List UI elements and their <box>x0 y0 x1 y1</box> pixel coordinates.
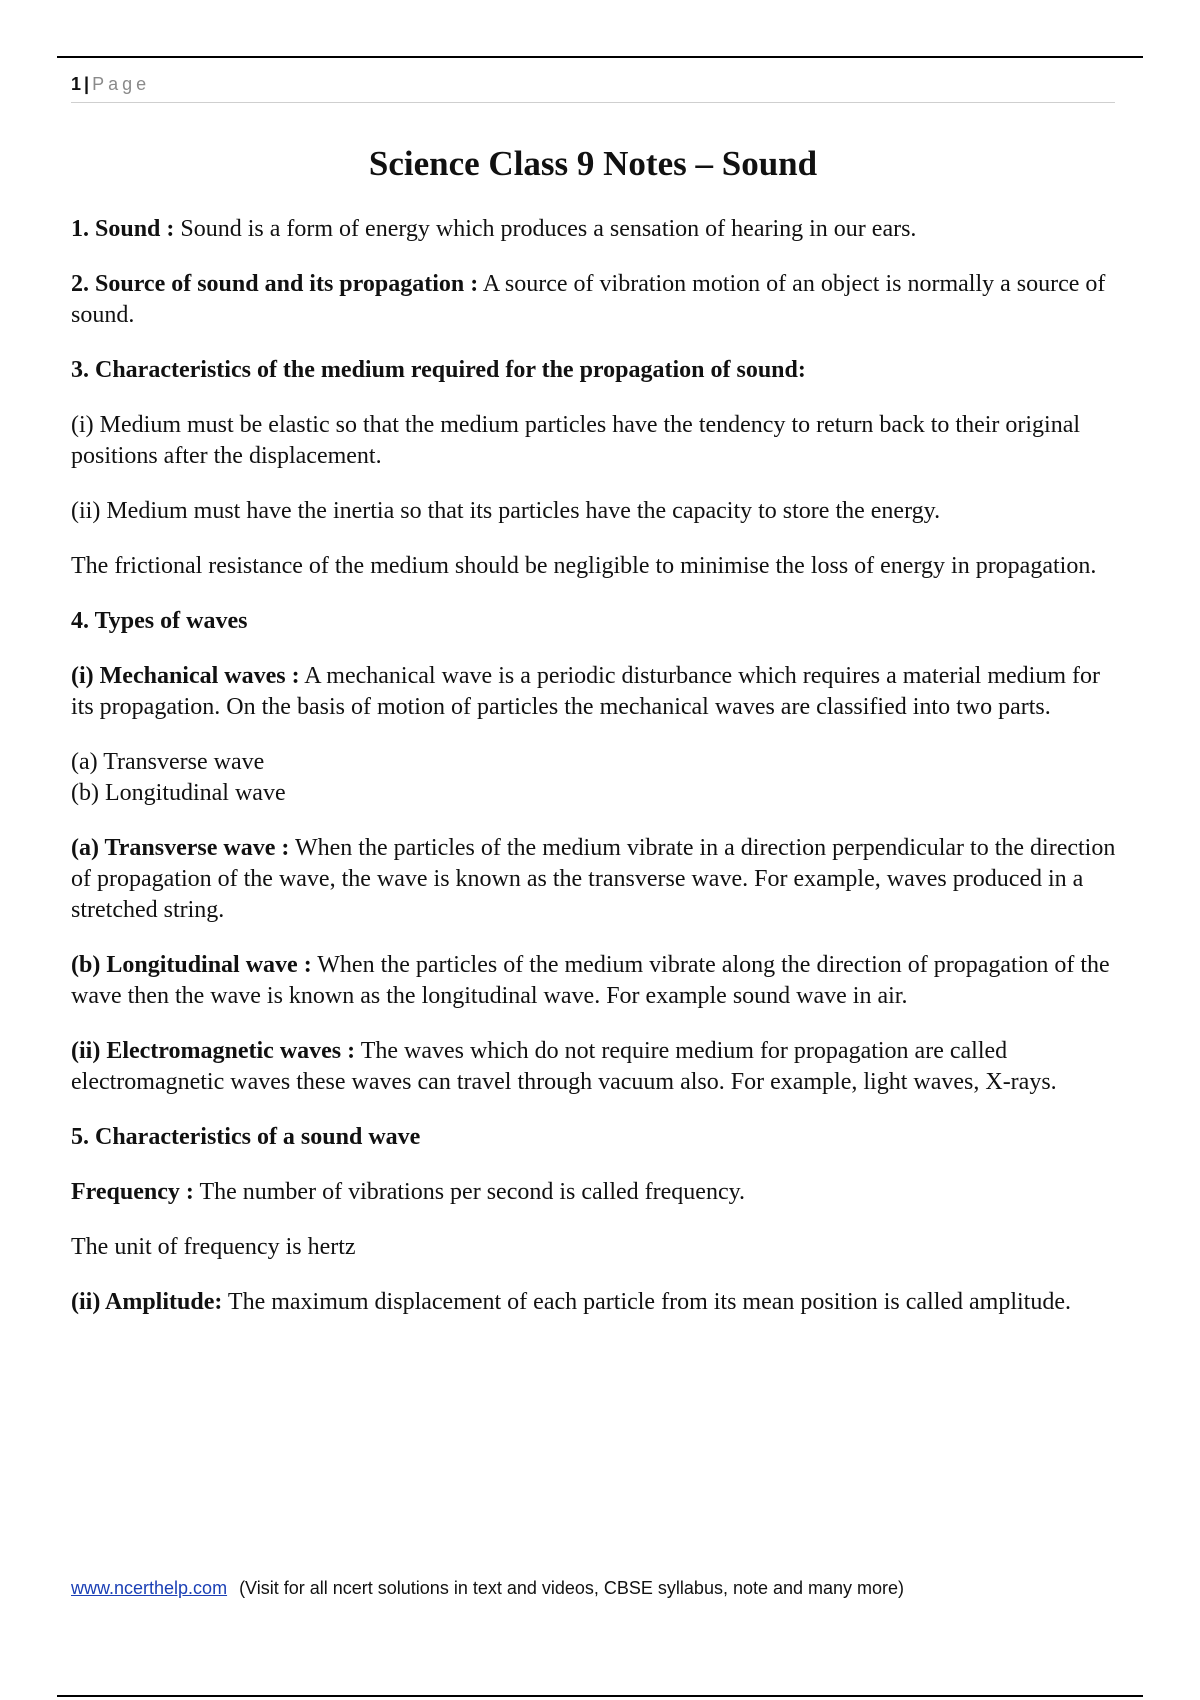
medium-point-i: (i) Medium must be elastic so that the medium particles have the tendency to return back to their original positions after the displacement. <box>71 412 1081 469</box>
page-label: Page <box>92 74 151 94</box>
section-text: When the particles of the medium vibrate in a direction perpendicular to the direction of propagation of the wave, the wave is known as the transverse wave. For example, waves produced in a stretched string. <box>71 835 1116 923</box>
frequency <box>71 1177 1116 1208</box>
page-footer <box>71 1576 1131 1600</box>
section-label: Frequency : <box>71 1179 194 1205</box>
amplitude <box>71 1287 1116 1318</box>
frequency-unit: The unit of frequency is hertz <box>71 1234 356 1260</box>
section-label: (i) Mechanical waves : <box>71 663 300 689</box>
section-text: A source of vibration motion of an object is normally a source of sound. <box>71 271 1106 328</box>
page-header <box>71 72 1115 103</box>
mechanical-waves <box>71 661 1116 723</box>
section-medium-heading <box>71 355 1116 386</box>
section-text: The maximum displacement of each particle from its mean position is called amplitude. <box>227 1289 1072 1315</box>
medium-note: The frictional resistance of the medium should be negligible to minimise the loss of energy in propagation. <box>71 553 1097 579</box>
section-label: (a) Transverse wave : <box>71 835 290 861</box>
section-heading: 3. Characteristics of the medium required for the propagation of sound: <box>71 357 806 383</box>
electromagnetic-waves <box>71 1036 1116 1098</box>
section-text: A mechanical wave is a periodic disturbance which requires a material medium for its propagation. On the basis of motion of particles the mechanical waves are classified into two parts. <box>71 663 1100 720</box>
section-label: (b) Longitudinal wave : <box>71 952 312 978</box>
page-separator: | <box>84 74 90 94</box>
section-heading: 4. Types of waves <box>71 608 248 634</box>
notes-content <box>71 214 1116 1342</box>
section-text: When the particles of the medium vibrate along the direction of propagation of the wave then the wave is known as the longitudinal wave. For example sound wave in air. <box>71 952 1110 1009</box>
section-text: The waves which do not require medium for propagation are called electromagnetic waves these waves can travel through vacuum also. For example, light waves, X-rays. <box>71 1038 1057 1095</box>
section-label: 2. Source of sound and its propagation : <box>71 271 479 297</box>
section-sound <box>71 214 1116 245</box>
section-text: The number of vibrations per second is called frequency. <box>199 1179 746 1205</box>
section-characteristics-heading <box>71 1122 1116 1153</box>
page-title: Science Class 9 Notes – Sound <box>368 144 818 183</box>
longitudinal-wave <box>71 950 1116 1012</box>
section-source <box>71 269 1116 331</box>
section-label: (ii) Amplitude: <box>71 1289 223 1315</box>
section-label: 1. Sound : <box>71 216 175 242</box>
website-link[interactable]: www.ncerthelp.com <box>71 1578 228 1598</box>
section-label: (ii) Electromagnetic waves : <box>71 1038 356 1064</box>
medium-point-ii: (ii) Medium must have the inertia so that its particles have the capacity to store the energy. <box>71 498 941 524</box>
bottom-rule <box>57 1695 1143 1697</box>
transverse-wave <box>71 833 1116 926</box>
top-rule <box>57 56 1143 58</box>
section-text: Sound is a form of energy which produces a sensation of hearing in our ears. <box>180 216 917 242</box>
section-heading: 5. Characteristics of a sound wave <box>71 1124 421 1150</box>
page-number: 1 <box>71 74 82 94</box>
list-item-transverse: (a) Transverse wave <box>71 749 265 775</box>
footer-note: (Visit for all ncert solutions in text and videos, CBSE syllabus, note and many more) <box>239 1578 905 1598</box>
section-types-heading <box>71 606 1116 637</box>
list-item-longitudinal: (b) Longitudinal wave <box>71 780 286 806</box>
